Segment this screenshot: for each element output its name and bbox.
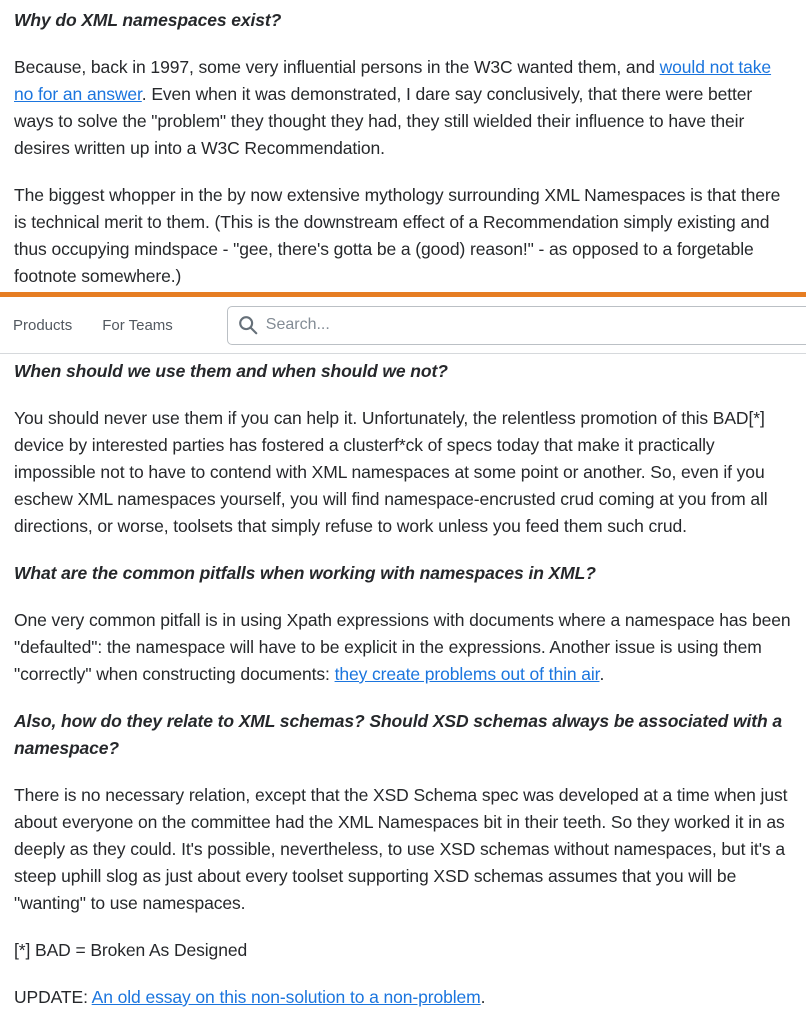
paragraph-text: One very common pitfall is in using Xpath expressions with documents where a namespace has been "defaulted": the namespace will have to be explicit in the expressions. Another issue is using them "correctly" when constructing documents: (14, 610, 791, 684)
link-old-essay[interactable]: An old essay on this non-solution to a non-problem (91, 987, 481, 1007)
paragraph-biggest-whopper: The biggest whopper in the by now extensive mythology surrounding XML Namespaces is that there is technical merit to them. (This is the downstream effect of a Recommendation simply existing and thus occupying mindspace - "gee, there's gotta be a (good) reason!" - as opposed to a forgetable footnote somewhere.) (14, 185, 781, 286)
paragraph-update (14, 984, 792, 1011)
search-input[interactable] (266, 316, 806, 334)
nav-item-products[interactable]: Products (13, 316, 73, 334)
search-box[interactable] (227, 306, 806, 345)
link-create-problems[interactable]: they create problems out of thin air (334, 664, 600, 684)
search-icon (237, 314, 259, 336)
paragraph-text: . (599, 664, 605, 684)
paragraph-bad-footnote: [*] BAD = Broken As Designed (14, 940, 248, 960)
article-top (0, 7, 806, 290)
paragraph-common-pitfall (14, 607, 792, 688)
navbar-row (0, 297, 806, 354)
paragraph-never-use: You should never use them if you can help it. Unfortunately, the relentless promotion of this BAD[*] device by interested parties has fostered a clusterf*ck of specs today that make it practically impossible not to have to contend with XML namespaces at some point or another. So, even if you eschew XML namespaces yourself, you will find namespace-encrusted crud coming at you from all directions, or worse, toolsets that simply refuse to work unless you feed them such crud. (14, 408, 768, 536)
paragraph-text: . Even when it was demonstrated, I dare say conclusively, that there were better ways to solve the "problem" they thought they had, they still wielded their influence to have their desires written up into a W3C Recommendation. (14, 84, 753, 158)
paragraph-text: Because, back in 1997, some very influential persons in the W3C wanted them, and (14, 57, 660, 77)
question-heading-common-pitfalls: What are the common pitfalls when working with namespaces in XML? (14, 563, 596, 583)
question-heading-why-exist: Why do XML namespaces exist? (14, 10, 282, 30)
paragraph-text: . (480, 987, 486, 1007)
question-heading-when-use: When should we use them and when should we not? (14, 361, 448, 381)
paragraph-no-relation: There is no necessary relation, except that the XSD Schema spec was developed at a time when just about everyone on the committee had the XML Namespaces bit in their teeth. So they worked it in as deeply as they could. It's possible, nevertheless, to use XSD schemas without namespaces, but it's a steep uphill slog as just about every toolset supporting XSD schemas assumes that you will be "wanting" to use namespaces. (14, 785, 788, 913)
top-navbar (0, 292, 806, 354)
article-bottom (0, 358, 806, 1011)
nav-item-for-teams[interactable]: For Teams (102, 316, 173, 334)
question-heading-xsd-schemas: Also, how do they relate to XML schemas? Should XSD schemas always be associated with a namespace? (14, 711, 783, 758)
paragraph-because-1997 (14, 54, 792, 162)
paragraph-text: UPDATE: (14, 987, 92, 1007)
page (0, 7, 806, 1011)
link-would-not-take-no[interactable]: would not take no for an answer (14, 57, 772, 104)
